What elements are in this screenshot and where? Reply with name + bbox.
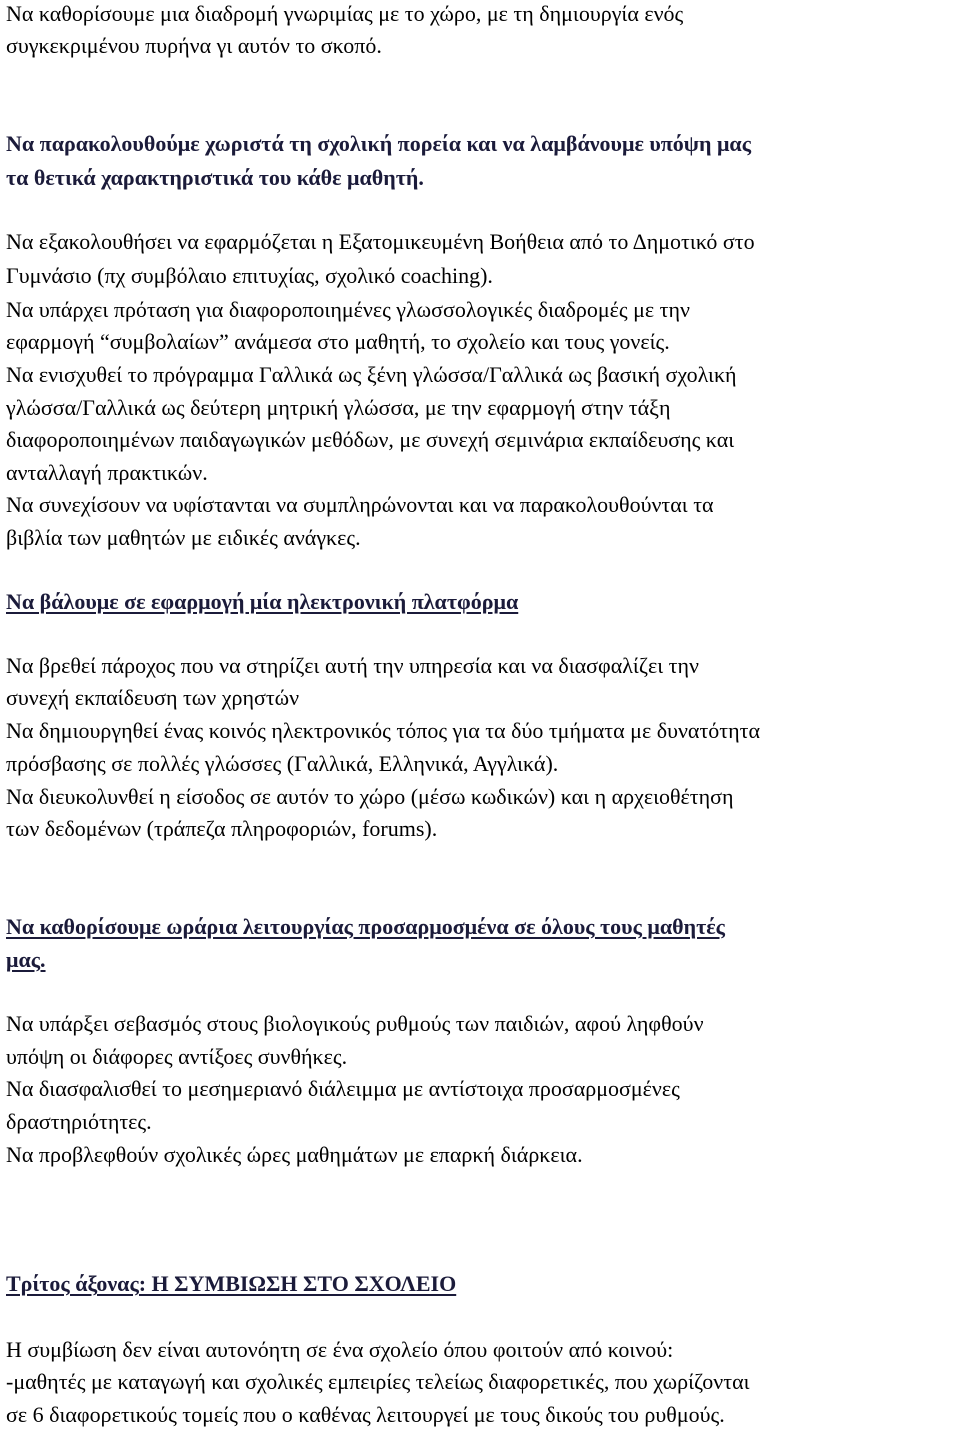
section-heading: Τρίτος άξονας: Η ΣΥΜΒΙΩΣΗ ΣΤΟ ΣΧΟΛΕΙΟ <box>6 1271 457 1296</box>
text-line: συνεχή εκπαίδευση των χρηστών <box>6 685 300 710</box>
text-line: Να δημιουργηθεί ένας κοινός ηλεκτρονικός τόπος για τα δύο τμήματα με δυνατότητα <box>6 718 760 743</box>
text-line: βιβλία των μαθητών με ειδικές ανάγκες. <box>6 525 361 550</box>
text-line: Να προβλεφθούν σχολικές ώρες μαθημάτων με επαρκή διάρκεια. <box>6 1142 583 1167</box>
text-line: διαφοροποιημένων παιδαγωγικών μεθόδων, με συνεχή σεμινάρια εκπαίδευσης και <box>6 427 735 452</box>
section-heading: τα θετικά χαρακτηριστικά του κάθε μαθητή. <box>6 165 424 190</box>
text-line: δραστηριότητες. <box>6 1109 152 1134</box>
section-heading: Να παρακολουθούμε χωριστά τη σχολική πορεία και να λαμβάνουμε υπόψη μας <box>6 131 751 156</box>
section-heading: Να καθορίσουμε ωράρια λειτουργίας προσαρμοσμένα σε όλους τους μαθητές <box>6 914 725 939</box>
section-heading: μας. <box>6 947 46 972</box>
text-line: ανταλλαγή πρακτικών. <box>6 460 208 485</box>
text-line: Να υπάρχει πρόταση για διαφοροποιημένες γλωσσολογικές διαδρομές με την <box>6 297 690 322</box>
text-line: Να βρεθεί πάροχος που να στηρίζει αυτή την υπηρεσία και να διασφαλίζει την <box>6 653 699 678</box>
text-line: των δεδομένων (τράπεζα πληροφοριών, forums). <box>6 816 438 841</box>
text-line: υπόψη οι διάφορες αντίξοες συνθήκες. <box>6 1044 348 1069</box>
text-line: Γυμνάσιο (πχ συμβόλαιο επιτυχίας, σχολικό coaching). <box>6 263 493 288</box>
text-line: σε 6 διαφορετικούς τομείς που ο καθένας λειτουργεί με τους δικούς του ρυθμούς. <box>6 1402 725 1427</box>
text-line: γλώσσα/Γαλλικά ως δεύτερη μητρική γλώσσα, με την εφαρμογή στην τάξη <box>6 395 671 420</box>
text-line: Να εξακολουθήσει να εφαρμόζεται η Εξατομικευμένη Βοήθεια από το Δημοτικό στο <box>6 229 755 254</box>
text-line: Να διασφαλισθεί το μεσημεριανό διάλειμμα με αντίστοιχα προσαρμοσμένες <box>6 1076 680 1101</box>
text-line: πρόσβασης σε πολλές γλώσσες (Γαλλικά, Ελληνικά, Αγγλικά). <box>6 751 559 776</box>
text-line: Η συμβίωση δεν είναι αυτονόητη σε ένα σχολείο όπου φοιτούν από κοινού: <box>6 1337 674 1362</box>
text-line: Να καθορίσουμε μια διαδρομή γνωριμίας με το χώρο, με τη δημιουργία ενός <box>6 1 684 26</box>
text-line: συγκεκριμένου πυρήνα γι αυτόν το σκοπό. <box>6 33 382 58</box>
text-line: Να υπάρξει σεβασμός στους βιολογικούς ρυθμούς των παιδιών, αφού ληφθούν <box>6 1011 704 1036</box>
text-line: -μαθητές με καταγωγή και σχολικές εμπειρίες τελείως διαφορετικές, που χωρίζονται <box>6 1369 750 1394</box>
section-heading: Να βάλουμε σε εφαρμογή μία ηλεκτρονική πλατφόρμα <box>6 589 519 614</box>
text-line: εφαρμογή “συμβολαίων” ανάμεσα στο μαθητή, το σχολείο και τους γονείς. <box>6 329 670 354</box>
text-line: Να συνεχίσουν να υφίστανται να συμπληρώνονται και να παρακολουθούνται τα <box>6 492 714 517</box>
text-line: Να διευκολυνθεί η είσοδος σε αυτόν το χώρο (μέσω κωδικών) και η αρχειοθέτηση <box>6 784 734 809</box>
text-line: Να ενισχυθεί το πρόγραμμα Γαλλικά ως ξένη γλώσσα/Γαλλικά ως βασική σχολική <box>6 362 737 387</box>
